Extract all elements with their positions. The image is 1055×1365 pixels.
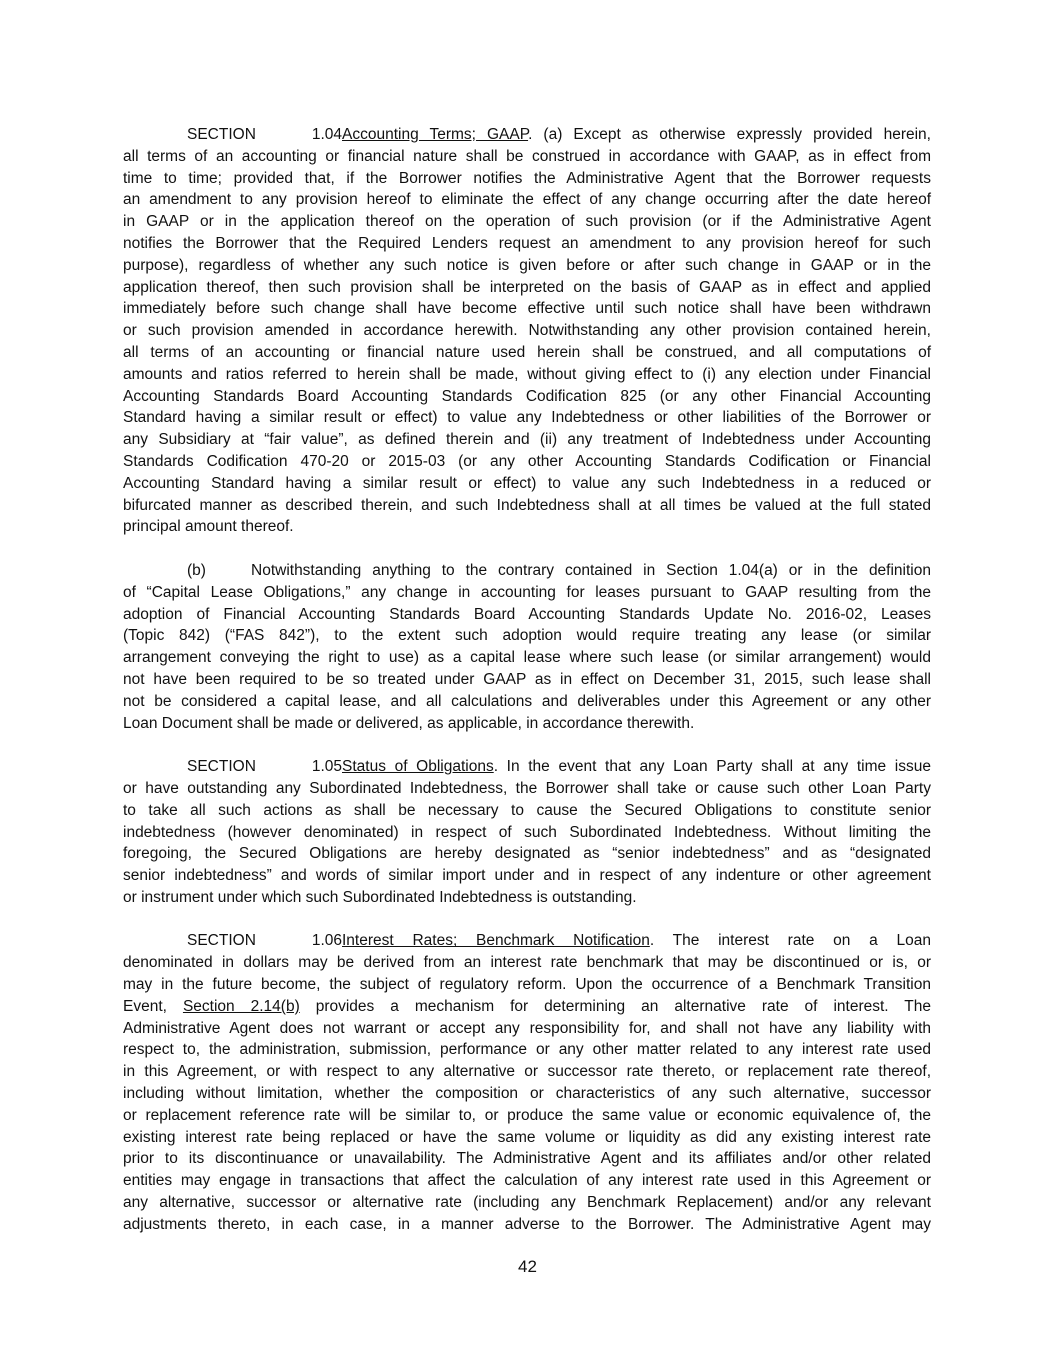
text-line: denominated in dollars may be derived from an interest rate benchmark that may be discontinued or is, or xyxy=(123,954,931,972)
paragraph xyxy=(123,124,931,538)
text-line: prior to its discontinuance or unavailability. The Administrative Agent and its affiliates and/or other related xyxy=(123,1150,931,1168)
text-line: or instrument under which such Subordinated Indebtedness is outstanding. xyxy=(123,888,637,906)
text-line: arrangement conveying the right to use) as a capital lease where such lease (or similar arrangement) would xyxy=(123,649,931,667)
section-label: SECTION 1.05 xyxy=(187,758,342,776)
paragraph-first-line xyxy=(123,930,931,952)
section-label: SECTION 1.06 xyxy=(187,932,342,950)
text-line: adjustments thereto, in each case, in a manner adverse to the Borrower. The Administrative Agent may xyxy=(123,1215,931,1233)
paragraph-first-line xyxy=(123,756,931,778)
text-line: to take all such actions as shall be necessary to cause the Secured Obligations to constitute senior xyxy=(123,801,931,819)
first-line-rest: . In the event that any Loan Party shall at any time issue xyxy=(493,758,931,776)
text-line: notifies the Borrower that the Required Lenders request an amendment to any provision hereof for such xyxy=(123,234,931,252)
section-heading: Interest Rates; Benchmark Notification xyxy=(342,932,650,950)
text-line: respect to, the administration, submission, performance or any other matter related to any interest rate used xyxy=(123,1041,931,1059)
text-line: not be considered a capital lease, and all calculations and deliverables under this Agreement or any other xyxy=(123,692,931,710)
text-line: (Topic 842) (“FAS 842”), to the extent such adoption would require treating any lease (or similar xyxy=(123,627,931,645)
page-number: 42 xyxy=(518,1257,537,1276)
text-line: Standards Codification 470-20 or 2015-03 (or any other Accounting Standards Codification or Financial xyxy=(123,452,931,470)
text-line: Loan Document shall be made or delivered, as applicable, in accordance therewith. xyxy=(123,714,695,732)
text-line: including without limitation, whether the composition or characteristics of any such alternative, successor xyxy=(123,1085,931,1103)
paragraph xyxy=(123,560,931,734)
paragraph xyxy=(123,930,931,1235)
text-line: entities may engage in transactions that affect the calculation of any interest rate used in this Agreement or xyxy=(123,1172,931,1190)
first-line-rest: . The interest rate on a Loan xyxy=(649,932,931,950)
text-line: adoption of Financial Accounting Standards Board Accounting Standards Update No. 2016-02, Leases xyxy=(123,605,931,623)
first-line-rest: . (a) Except as otherwise expressly provided herein, xyxy=(528,126,931,143)
text-line: of “Capital Lease Obligations,” any change in accounting for leases pursuant to GAAP resulting from the xyxy=(123,583,931,601)
section-label: SECTION 1.04 xyxy=(187,126,342,143)
text-line: in GAAP or in the application thereof on the operation of such provision (or if the Administrative Agent xyxy=(123,213,931,231)
section-heading: Accounting Terms; GAAP xyxy=(342,126,529,143)
text-line: bifurcated manner as described therein, and such Indebtedness shall at all times be valued at the full stated xyxy=(123,496,931,514)
text-line: application thereof, then such provision shall be interpreted on the basis of GAAP as in effect and applied xyxy=(123,278,931,296)
text-line: all terms of an accounting or financial nature shall be construed in accordance with GAAP, as in effect from xyxy=(123,147,931,165)
first-line-rest: Notwithstanding anything to the contrary contained in Section 1.04(a) or in the definition xyxy=(251,561,931,579)
section-label: (b) xyxy=(187,561,206,579)
text-line: time to time; provided that, if the Borrower notifies the Administrative Agent that the Borrower requests xyxy=(123,169,931,187)
line-text: provides a mechanism for determining an alternative rate of interest. The xyxy=(299,997,932,1015)
section-reference-link[interactable]: Section 2.14(b) xyxy=(182,997,300,1015)
text-line xyxy=(123,996,931,1018)
text-line: or such provision amended in accordance herewith. Notwithstanding any other provision contained herein, xyxy=(123,322,931,340)
text-line: Administrative Agent does not warrant or accept any responsibility for, and shall not have any liability with xyxy=(123,1019,931,1037)
text-line: or replacement reference rate will be similar to, or produce the same value or economic equivalence of, the xyxy=(123,1106,931,1124)
text-line: or have outstanding any Subordinated Indebtedness, the Borrower shall take or cause such other Loan Party xyxy=(123,779,931,797)
text-line: Standard having a similar result or effect) to value any Indebtedness or other liabilities of the Borrower or xyxy=(123,409,931,427)
text-line: in this Agreement, or with respect to any alternative or successor rate thereto, or replacement rate thereof, xyxy=(123,1063,931,1081)
text-line: an amendment to any provision hereof to eliminate the effect of any change occurring after the date hereof xyxy=(123,191,931,209)
first-line-text xyxy=(342,930,931,952)
paragraph xyxy=(123,756,931,909)
first-line-text xyxy=(342,756,931,778)
text-line: foregoing, the Secured Obligations are hereby designated as “senior indebtedness” and as “designated xyxy=(123,845,931,863)
first-line-text xyxy=(251,560,931,582)
text-line: purpose), regardless of whether any such notice is given before or after such change in GAAP or in the xyxy=(123,256,931,274)
text-line: senior indebtedness” and words of similar import under and in respect of any indenture or other agreement xyxy=(123,867,931,885)
text-line: all terms of an accounting or financial nature used herein shall be construed, and all computations of xyxy=(123,343,931,361)
first-line-text xyxy=(342,124,931,146)
line-text: Event, xyxy=(123,997,183,1015)
text-line: indebtedness (however denominated) in respect of such Subordinated Indebtedness. Without limiting the xyxy=(123,823,931,841)
paragraph-first-line xyxy=(123,560,931,582)
text-line: not have been required to be so treated under GAAP as in effect on December 31, 2015, such lease shall xyxy=(123,670,931,688)
text-line: amounts and ratios referred to herein shall be made, without giving effect to (i) any election under Financial xyxy=(123,365,931,383)
paragraph-first-line xyxy=(123,124,931,146)
document-body xyxy=(123,124,931,1257)
text-line: any alternative, successor or alternative rate (including any Benchmark Replacement) and/or any relevant xyxy=(123,1194,931,1212)
text-line: existing interest rate being replaced or have the same volume or liquidity as did any existing interest rate xyxy=(123,1128,931,1146)
text-line: principal amount thereof. xyxy=(123,518,294,536)
text-line: Accounting Standard having a similar result or effect) to value any such Indebtedness in a reduced or xyxy=(123,474,931,492)
text-line: may in the future become, the subject of regulatory reform. Upon the occurrence of a Benchmark Transition xyxy=(123,976,931,994)
text-line: Accounting Standards Board Accounting Standards Codification 825 (or any other Financial Accounting xyxy=(123,387,931,405)
text-line: any Subsidiary at “fair value”, as defined therein and (ii) any treatment of Indebtedness under Accounting xyxy=(123,431,931,449)
text-line: immediately before such change shall have become effective until such notice shall have been withdrawn xyxy=(123,300,931,318)
section-heading: Status of Obligations xyxy=(342,758,494,776)
